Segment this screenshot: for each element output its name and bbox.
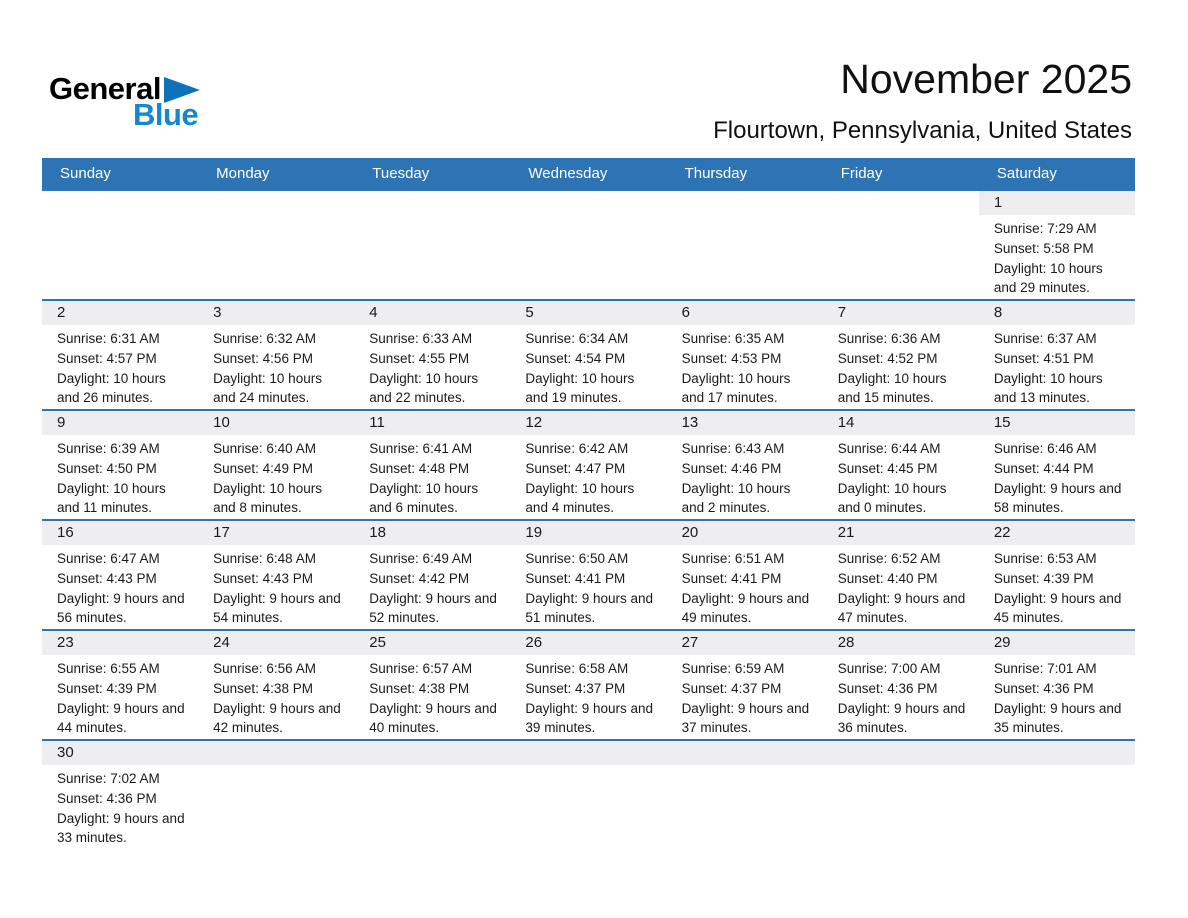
day-cell	[42, 410, 198, 520]
empty-day-cell	[823, 190, 979, 300]
daylight-text: Daylight: 10 hours and 4 minutes.	[525, 480, 635, 516]
day-cell	[42, 300, 198, 410]
day-cell	[354, 520, 510, 630]
week-row	[42, 300, 1135, 410]
empty-day-cell	[42, 190, 198, 300]
sunrise-text: Sunrise: 6:57 AM	[369, 661, 473, 676]
empty-day-cell	[198, 190, 354, 300]
sunset-text: Sunset: 4:36 PM	[57, 790, 157, 806]
sunrise-text: Sunrise: 6:39 AM	[57, 441, 160, 456]
day-cell	[823, 410, 979, 520]
day-number: 21	[823, 521, 979, 545]
sunset-text: Sunset: 4:43 PM	[213, 570, 313, 586]
sunrise-text: Sunrise: 6:42 AM	[525, 441, 629, 456]
sunset-text: Sunset: 4:42 PM	[369, 570, 470, 586]
day-number: 5	[510, 301, 666, 325]
day-number: 2	[42, 301, 198, 325]
day-cell	[510, 520, 666, 630]
day-number: 16	[42, 521, 198, 545]
day-cell	[823, 300, 979, 410]
daylight-text: Daylight: 10 hours and 22 minutes.	[369, 370, 479, 406]
daylight-text: Daylight: 9 hours and 56 minutes.	[57, 590, 185, 626]
sunrise-text: Sunrise: 6:49 AM	[369, 551, 473, 566]
daylight-text: Daylight: 10 hours and 24 minutes.	[213, 370, 322, 406]
daylight-text: Daylight: 9 hours and 51 minutes.	[525, 590, 653, 626]
day-number: 13	[667, 411, 823, 435]
location-subtitle: Flourtown, Pennsylvania, United States	[713, 117, 1132, 144]
sunrise-text: Sunrise: 6:35 AM	[681, 331, 785, 346]
daylight-text: Daylight: 9 hours and 35 minutes.	[993, 700, 1122, 736]
daylight-text: Daylight: 10 hours and 6 minutes.	[369, 480, 479, 516]
sunrise-text: Sunrise: 6:36 AM	[837, 331, 941, 346]
sunset-text: Sunset: 4:43 PM	[57, 570, 157, 586]
sunset-text: Sunset: 4:53 PM	[681, 350, 782, 366]
day-cell	[667, 630, 823, 740]
month-title: November 2025	[840, 56, 1132, 102]
daylight-text: Daylight: 9 hours and 54 minutes.	[213, 590, 341, 626]
daylight-text: Daylight: 9 hours and 33 minutes.	[57, 810, 185, 846]
sunrise-text: Sunrise: 6:56 AM	[213, 661, 316, 676]
day-number: 22	[979, 521, 1135, 545]
empty-day-cell	[354, 190, 510, 300]
sunrise-text: Sunrise: 7:00 AM	[837, 661, 941, 676]
day-number: 6	[667, 301, 823, 325]
sunset-text: Sunset: 4:54 PM	[525, 350, 626, 366]
day-number: 28	[823, 631, 979, 655]
daylight-text: Daylight: 10 hours and 29 minutes.	[993, 260, 1103, 296]
daylight-text: Daylight: 10 hours and 2 minutes.	[681, 480, 791, 516]
day-number: 1	[979, 191, 1135, 215]
daylight-text: Daylight: 10 hours and 26 minutes.	[57, 370, 166, 406]
day-cell	[198, 410, 354, 520]
sunset-text: Sunset: 4:55 PM	[369, 350, 470, 366]
sunset-text: Sunset: 4:51 PM	[993, 350, 1094, 366]
daylight-text: Daylight: 9 hours and 58 minutes.	[993, 480, 1122, 516]
sunset-text: Sunset: 4:37 PM	[525, 680, 626, 696]
daylight-text: Daylight: 9 hours and 42 minutes.	[213, 700, 341, 736]
daylight-text: Daylight: 9 hours and 39 minutes.	[525, 700, 653, 736]
day-number: 25	[354, 631, 510, 655]
empty-day-cell	[510, 740, 666, 849]
daylight-text: Daylight: 10 hours and 13 minutes.	[993, 370, 1103, 406]
day-number: 14	[823, 411, 979, 435]
day-cell	[667, 410, 823, 520]
sunrise-text: Sunrise: 6:55 AM	[57, 661, 160, 676]
weekday-header-thursday: Thursday	[667, 158, 823, 190]
sunrise-text: Sunrise: 6:41 AM	[369, 441, 473, 456]
sunset-text: Sunset: 4:52 PM	[837, 350, 938, 366]
weekday-header-monday: Monday	[198, 158, 354, 190]
daylight-text: Daylight: 10 hours and 11 minutes.	[57, 480, 166, 516]
sunset-text: Sunset: 4:57 PM	[57, 350, 157, 366]
day-number: 11	[354, 411, 510, 435]
sunset-text: Sunset: 4:46 PM	[681, 460, 782, 476]
day-number: 4	[354, 301, 510, 325]
daylight-text: Daylight: 10 hours and 15 minutes.	[837, 370, 947, 406]
day-number: 8	[979, 301, 1135, 325]
day-number: 3	[198, 301, 354, 325]
day-number: 30	[42, 741, 198, 765]
day-cell	[198, 300, 354, 410]
day-cell	[42, 740, 198, 849]
empty-day-cell	[198, 740, 354, 849]
sunset-text: Sunset: 5:58 PM	[993, 240, 1094, 256]
empty-day-cell	[354, 740, 510, 849]
week-row	[42, 410, 1135, 520]
sunrise-text: Sunrise: 6:44 AM	[837, 441, 941, 456]
sunrise-text: Sunrise: 6:40 AM	[213, 441, 316, 456]
sunset-text: Sunset: 4:56 PM	[213, 350, 313, 366]
sunrise-text: Sunrise: 6:34 AM	[525, 331, 629, 346]
daylight-text: Daylight: 9 hours and 45 minutes.	[993, 590, 1122, 626]
general-blue-logo	[49, 71, 269, 132]
sunrise-text: Sunrise: 6:43 AM	[681, 441, 785, 456]
sunrise-text: Sunrise: 6:53 AM	[993, 551, 1097, 566]
day-number: 10	[198, 411, 354, 435]
day-cell	[823, 520, 979, 630]
sunrise-text: Sunrise: 6:50 AM	[525, 551, 629, 566]
daylight-text: Daylight: 9 hours and 49 minutes.	[681, 590, 810, 626]
day-number: 19	[510, 521, 666, 545]
sunrise-text: Sunrise: 6:31 AM	[57, 331, 160, 346]
sunset-text: Sunset: 4:36 PM	[837, 680, 938, 696]
empty-day-cell	[667, 190, 823, 300]
empty-day-cell	[979, 740, 1135, 849]
sunrise-text: Sunrise: 6:51 AM	[681, 551, 785, 566]
day-cell	[510, 630, 666, 740]
day-number: 27	[667, 631, 823, 655]
day-cell	[510, 410, 666, 520]
weekday-header-tuesday: Tuesday	[354, 158, 510, 190]
week-row	[42, 740, 1135, 849]
day-number: 18	[354, 521, 510, 545]
weekday-header-friday: Friday	[823, 158, 979, 190]
day-cell	[354, 410, 510, 520]
day-cell	[823, 630, 979, 740]
sunrise-text: Sunrise: 7:01 AM	[993, 661, 1097, 676]
weekday-header-row	[42, 158, 1135, 190]
sunrise-text: Sunrise: 6:59 AM	[681, 661, 785, 676]
logo-text-blue: Blue	[133, 97, 199, 132]
sunrise-text: Sunrise: 7:29 AM	[993, 221, 1097, 236]
logo-text-general: General	[49, 71, 161, 106]
weekday-header-sunday: Sunday	[42, 158, 198, 190]
day-number: 9	[42, 411, 198, 435]
day-cell	[979, 630, 1135, 740]
weekday-header-saturday: Saturday	[979, 158, 1135, 190]
sunset-text: Sunset: 4:47 PM	[525, 460, 626, 476]
sunset-text: Sunset: 4:38 PM	[213, 680, 313, 696]
daylight-text: Daylight: 9 hours and 52 minutes.	[369, 590, 497, 626]
week-row	[42, 630, 1135, 740]
day-number: 23	[42, 631, 198, 655]
day-cell	[667, 520, 823, 630]
week-row	[42, 520, 1135, 630]
sunset-text: Sunset: 4:38 PM	[369, 680, 470, 696]
day-cell	[42, 630, 198, 740]
sunset-text: Sunset: 4:41 PM	[525, 570, 626, 586]
empty-day-cell	[823, 740, 979, 849]
day-cell	[667, 300, 823, 410]
day-cell	[42, 520, 198, 630]
day-cell	[198, 520, 354, 630]
day-cell	[979, 190, 1135, 300]
sunrise-text: Sunrise: 6:48 AM	[213, 551, 316, 566]
daylight-text: Daylight: 10 hours and 17 minutes.	[681, 370, 791, 406]
daylight-text: Daylight: 9 hours and 40 minutes.	[369, 700, 497, 736]
day-cell	[979, 410, 1135, 520]
daylight-text: Daylight: 9 hours and 47 minutes.	[837, 590, 966, 626]
day-number: 17	[198, 521, 354, 545]
sunset-text: Sunset: 4:49 PM	[213, 460, 313, 476]
day-number: 26	[510, 631, 666, 655]
day-number: 29	[979, 631, 1135, 655]
sunset-text: Sunset: 4:50 PM	[57, 460, 157, 476]
sunrise-text: Sunrise: 6:33 AM	[369, 331, 473, 346]
day-number: 12	[510, 411, 666, 435]
daylight-text: Daylight: 10 hours and 0 minutes.	[837, 480, 947, 516]
sunset-text: Sunset: 4:39 PM	[993, 570, 1094, 586]
daylight-text: Daylight: 9 hours and 36 minutes.	[837, 700, 966, 736]
sunrise-text: Sunrise: 6:37 AM	[993, 331, 1097, 346]
day-cell	[979, 520, 1135, 630]
empty-day-cell	[667, 740, 823, 849]
sunrise-text: Sunrise: 6:47 AM	[57, 551, 160, 566]
sunset-text: Sunset: 4:39 PM	[57, 680, 157, 696]
sunrise-text: Sunrise: 6:46 AM	[993, 441, 1097, 456]
sunset-text: Sunset: 4:44 PM	[993, 460, 1094, 476]
sunset-text: Sunset: 4:36 PM	[993, 680, 1094, 696]
empty-day-cell	[510, 190, 666, 300]
weekday-header-wednesday: Wednesday	[510, 158, 666, 190]
calendar-table	[42, 158, 1135, 849]
sunset-text: Sunset: 4:48 PM	[369, 460, 470, 476]
daylight-text: Daylight: 10 hours and 19 minutes.	[525, 370, 635, 406]
day-cell	[354, 300, 510, 410]
daylight-text: Daylight: 9 hours and 37 minutes.	[681, 700, 810, 736]
sunrise-text: Sunrise: 6:32 AM	[213, 331, 316, 346]
week-row	[42, 190, 1135, 300]
sunrise-text: Sunrise: 6:58 AM	[525, 661, 629, 676]
sunset-text: Sunset: 4:40 PM	[837, 570, 938, 586]
day-cell	[354, 630, 510, 740]
day-number: 7	[823, 301, 979, 325]
sunset-text: Sunset: 4:45 PM	[837, 460, 938, 476]
day-cell	[979, 300, 1135, 410]
sunrise-text: Sunrise: 7:02 AM	[57, 771, 160, 786]
day-cell	[198, 630, 354, 740]
daylight-text: Daylight: 9 hours and 44 minutes.	[57, 700, 185, 736]
day-cell	[510, 300, 666, 410]
sunset-text: Sunset: 4:41 PM	[681, 570, 782, 586]
daylight-text: Daylight: 10 hours and 8 minutes.	[213, 480, 322, 516]
sunset-text: Sunset: 4:37 PM	[681, 680, 782, 696]
day-number: 15	[979, 411, 1135, 435]
sunrise-text: Sunrise: 6:52 AM	[837, 551, 941, 566]
day-number: 20	[667, 521, 823, 545]
day-number: 24	[198, 631, 354, 655]
